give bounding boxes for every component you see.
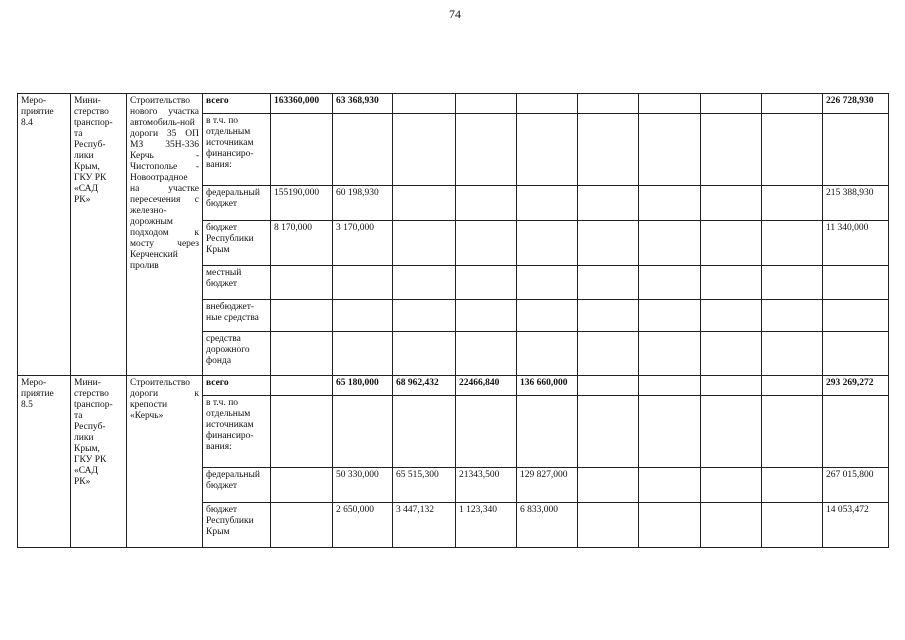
value-cell [393, 266, 456, 300]
value-cell [701, 114, 762, 186]
value-cell [762, 396, 823, 468]
total-cell: 11 340,000 [823, 221, 889, 266]
value-cell: 60 198,930 [333, 186, 393, 221]
value-cell [639, 396, 701, 468]
total-cell: 267 015,800 [823, 468, 889, 503]
value-cell [639, 332, 701, 376]
total-cell [823, 266, 889, 300]
value-cell [456, 94, 517, 114]
value-cell [393, 300, 456, 332]
table-row [18, 376, 889, 396]
page-number: 74 [449, 7, 461, 21]
value-cell [762, 266, 823, 300]
value-cell [762, 221, 823, 266]
value-cell: 129 827,000 [517, 468, 578, 503]
value-cell: 2 650,000 [333, 503, 393, 548]
value-cell [517, 396, 578, 468]
funding-source-label: местный бюджет [203, 266, 271, 300]
value-cell [762, 376, 823, 396]
funding-source-label: бюджет Республики Крым [203, 503, 271, 548]
value-cell [639, 114, 701, 186]
funding-source-label: в т.ч. по отдельным источникам финансиро- вания: [203, 396, 271, 468]
value-cell: 6 833,000 [517, 503, 578, 548]
value-cell [639, 266, 701, 300]
value-cell [271, 332, 333, 376]
value-cell: 3 170,000 [333, 221, 393, 266]
value-cell: 68 962,432 [393, 376, 456, 396]
value-cell [456, 221, 517, 266]
total-cell: 293 269,272 [823, 376, 889, 396]
value-cell [271, 300, 333, 332]
total-cell [823, 114, 889, 186]
value-cell [762, 332, 823, 376]
value-cell [517, 332, 578, 376]
value-cell [639, 300, 701, 332]
value-cell [393, 94, 456, 114]
value-cell [578, 186, 639, 221]
value-cell [456, 114, 517, 186]
value-cell [701, 300, 762, 332]
description-cell: Строительство нового участка автомобиль-ной дороги 35 ОП МЗ 35Н-336 Керчь - Чистополье - Новоотрадное на участке пересечения с железно-дорожным подходом к мосту через Керченский пролив [127, 94, 203, 376]
value-cell [517, 266, 578, 300]
value-cell [333, 300, 393, 332]
value-cell [271, 266, 333, 300]
funding-source-label: всего [203, 94, 271, 114]
value-cell [517, 221, 578, 266]
value-cell [701, 266, 762, 300]
value-cell [578, 332, 639, 376]
value-cell [456, 300, 517, 332]
value-cell [762, 186, 823, 221]
executor-cell: Мини- стерство tранспор- та Респуб- лики Крым, ГКУ РК «САД РК» [71, 376, 127, 548]
value-cell [701, 332, 762, 376]
value-cell [517, 94, 578, 114]
value-cell [639, 221, 701, 266]
value-cell: 8 170,000 [271, 221, 333, 266]
value-cell [701, 468, 762, 503]
total-cell [823, 396, 889, 468]
value-cell [271, 503, 333, 548]
value-cell [762, 94, 823, 114]
value-cell: 163360,000 [271, 94, 333, 114]
value-cell [578, 114, 639, 186]
value-cell: 155190,000 [271, 186, 333, 221]
value-cell: 136 660,000 [517, 376, 578, 396]
funding-source-label: федеральный бюджет [203, 468, 271, 503]
value-cell [762, 503, 823, 548]
value-cell [456, 396, 517, 468]
event-cell: Меро- приятие 8.5 [18, 376, 71, 548]
value-cell: 3 447,132 [393, 503, 456, 548]
value-cell: 1 123,340 [456, 503, 517, 548]
value-cell [271, 396, 333, 468]
value-cell [456, 186, 517, 221]
value-cell [639, 503, 701, 548]
value-cell [517, 186, 578, 221]
value-cell: 63 368,930 [333, 94, 393, 114]
value-cell [639, 468, 701, 503]
funding-source-label: всего [203, 376, 271, 396]
value-cell [393, 332, 456, 376]
funding-source-label: средства дорожного фонда [203, 332, 271, 376]
value-cell [271, 114, 333, 186]
funding-table [17, 93, 889, 548]
table-row [18, 94, 889, 114]
value-cell [762, 300, 823, 332]
funding-source-label: федеральный бюджет [203, 186, 271, 221]
value-cell [393, 186, 456, 221]
value-cell [271, 468, 333, 503]
event-cell: Меро- приятие 8.4 [18, 94, 71, 376]
value-cell [762, 468, 823, 503]
executor-cell: Мини- стерство tранспор- та Респуб- лики Крым, ГКУ РК «САД РК» [71, 94, 127, 376]
value-cell [701, 503, 762, 548]
total-cell [823, 300, 889, 332]
value-cell: 21343,500 [456, 468, 517, 503]
value-cell [578, 300, 639, 332]
value-cell: 22466,840 [456, 376, 517, 396]
value-cell [578, 266, 639, 300]
value-cell [578, 503, 639, 548]
funding-source-label: внебюджет- ные средства [203, 300, 271, 332]
value-cell [333, 396, 393, 468]
value-cell [456, 332, 517, 376]
value-cell [578, 94, 639, 114]
total-cell [823, 332, 889, 376]
value-cell [578, 221, 639, 266]
value-cell [701, 221, 762, 266]
value-cell: 65 180,000 [333, 376, 393, 396]
value-cell [701, 396, 762, 468]
value-cell: 65 515,300 [393, 468, 456, 503]
value-cell [271, 376, 333, 396]
value-cell [393, 114, 456, 186]
description-cell: Строительство дороги к крепости «Керчь» [127, 376, 203, 548]
value-cell [762, 114, 823, 186]
value-cell [333, 114, 393, 186]
funding-source-label: в т.ч. по отдельным источникам финансиро- вания: [203, 114, 271, 186]
value-cell [639, 376, 701, 396]
value-cell [517, 300, 578, 332]
value-cell [578, 468, 639, 503]
value-cell [639, 94, 701, 114]
total-cell: 14 053,472 [823, 503, 889, 548]
value-cell [333, 332, 393, 376]
total-cell: 226 728,930 [823, 94, 889, 114]
value-cell [701, 186, 762, 221]
value-cell [393, 221, 456, 266]
value-cell [333, 266, 393, 300]
value-cell [639, 186, 701, 221]
value-cell [456, 266, 517, 300]
value-cell: 50 330,000 [333, 468, 393, 503]
total-cell: 215 388,930 [823, 186, 889, 221]
value-cell [701, 94, 762, 114]
value-cell [578, 396, 639, 468]
value-cell [578, 376, 639, 396]
value-cell [393, 396, 456, 468]
value-cell [517, 114, 578, 186]
value-cell [701, 376, 762, 396]
funding-source-label: бюджет Республики Крым [203, 221, 271, 266]
